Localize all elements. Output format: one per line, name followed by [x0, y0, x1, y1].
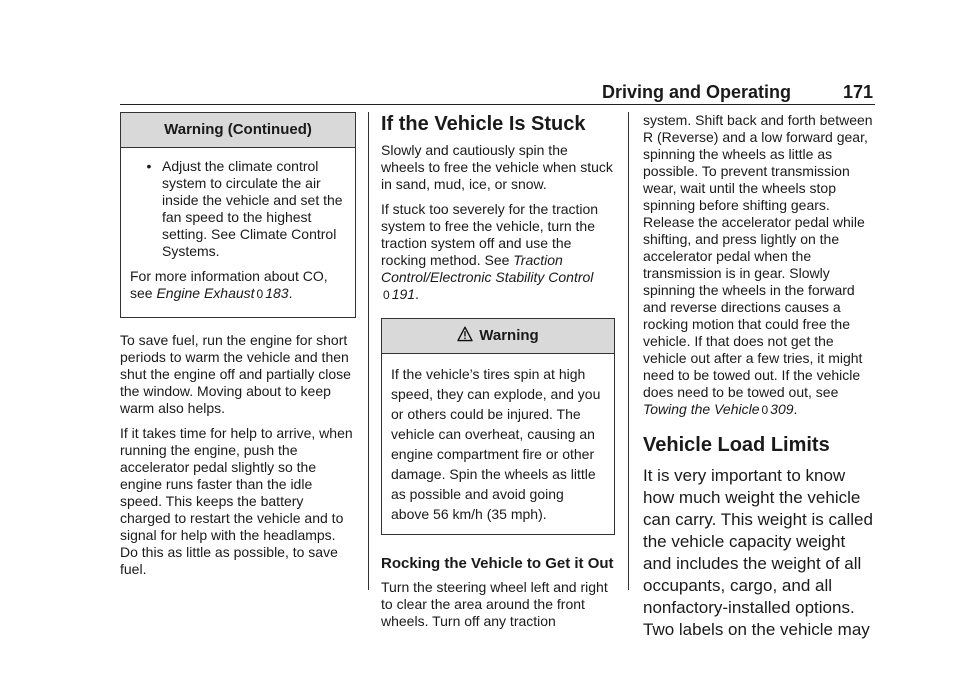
warning-title-text: Warning	[479, 327, 539, 344]
help-arrive-paragraph: If it takes time for help to arrive, when running the engine, push the accelerator pedal slightly so the engine runs faster than the idle speed. This keeps the battery charged to restart the vehicle and to signal for help with the headlamps. Do this as little as possible, to save fuel.	[120, 425, 353, 577]
page-number: 171	[842, 82, 873, 102]
towing-link[interactable]: Towing the Vehicle	[643, 401, 760, 417]
bullet-mark: •	[146, 158, 152, 174]
load-limits-paragraph: It is very important to know how much weight the vehicle can carry. This weight is called the vehicle capacity weight and includes the weight of all occupants, cargo, and all nonfactory-installed options. Two labels on the vehicle may	[643, 466, 873, 639]
column-divider-2	[628, 112, 629, 590]
list-item	[130, 158, 346, 260]
column-divider-1	[368, 112, 369, 590]
warning-text: If the vehicle’s tires spin at high speed, they can explode, and you or others could be injured. The vehicle can overheat, causing an engine compartment fire or other damage. Spin the wheels as little as possible and avoid going above 56 km/h (35 mph).	[391, 366, 601, 522]
warning-icon	[457, 326, 473, 342]
save-fuel-paragraph: To save fuel, run the engine for short periods to warm the vehicle and then shut the engine off and partially close the window. Moving about to keep warm also helps.	[120, 332, 351, 416]
rocking-subheading: Rocking the Vehicle to Get it Out	[381, 555, 614, 572]
column-right	[643, 112, 875, 641]
column-middle	[381, 112, 615, 638]
engine-exhaust-page[interactable]: 183	[265, 285, 289, 301]
more-info-text: For more information about CO, see Engine Exhaust 0 183.	[130, 268, 328, 301]
page-header	[120, 80, 875, 105]
rocking-continued-paragraph: system. Shift back and forth between R (Reverse) and a low forward gear, spinning the wheels as little as possible. To prevent transmission wear, wait until the wheels stop spinning before shifting gears. Release the accelerator pedal while shifting, and press lightly on the accelerator pedal when the transmission is in gear. Slowly spinning the wheels in the forward and reverse directions causes a rocking motion that could free the vehicle. If that does not get the vehicle out after a few tries, it might need to be towed out. If the vehicle does need to be towed out, see Towing the Vehicle 0 309.	[643, 112, 873, 417]
warning-title	[382, 319, 614, 354]
column-left	[120, 112, 356, 586]
warning-box	[381, 318, 615, 535]
rocking-continued-text: system. Shift back and forth between R (Reverse) and a low forward gear, spinning the wheels as little as possible. To prevent transmission wear, wait until the wheels stop spinning before shifting gears. Release the accelerator pedal while shifting, and press lightly on the accelerator pedal when the transmission is in gear. Slowly spinning the wheels in the forward and reverse directions causes a rocking motion that could free the vehicle. If that does not get the vehicle out after a few tries, it might need to be towed out. If the vehicle does need to be towed out, see	[643, 112, 873, 400]
page-ref-icon: 0	[761, 403, 769, 417]
stuck-paragraph-2-lead: If stuck too severely for the traction system to free the vehicle, turn the traction system off and use the rocking method. See	[381, 201, 599, 268]
stuck-paragraph-2: If stuck too severely for the traction system to free the vehicle, turn the traction system off and use the rocking method. See Traction Control/Electronic Stability Control 0 191.	[381, 201, 599, 302]
warning-body	[382, 354, 614, 534]
warning-continued-body	[121, 148, 355, 317]
traction-control-page[interactable]: 191	[391, 286, 416, 302]
rocking-paragraph: Turn the steering wheel left and right to clear the area around the front wheels. Turn off any traction	[381, 579, 608, 629]
warning-continued-box	[120, 112, 356, 318]
more-info-lead: For more information about CO, see	[130, 268, 328, 301]
engine-exhaust-link[interactable]: Engine Exhaust	[156, 285, 255, 301]
stuck-heading: If the Vehicle Is Stuck	[381, 113, 586, 135]
towing-page[interactable]: 309	[770, 401, 794, 417]
section-title: Driving and Operating	[601, 82, 791, 102]
warning-continued-title: Warning (Continued)	[121, 113, 355, 148]
load-limits-heading: Vehicle Load Limits	[643, 434, 830, 456]
page-ref-icon: 0	[383, 288, 390, 302]
bullet-text: Adjust the climate control system to circulate the air inside the vehicle and set the fan speed to the highest setting. See Climate Control Systems.	[162, 158, 343, 259]
traction-control-link[interactable]: Traction Control/Electronic Stability Control	[381, 252, 594, 285]
stuck-paragraph-1: Slowly and cautiously spin the wheels to free the vehicle when stuck in sand, mud, ice, or snow.	[381, 142, 613, 192]
page-ref-icon: 0	[256, 287, 264, 301]
